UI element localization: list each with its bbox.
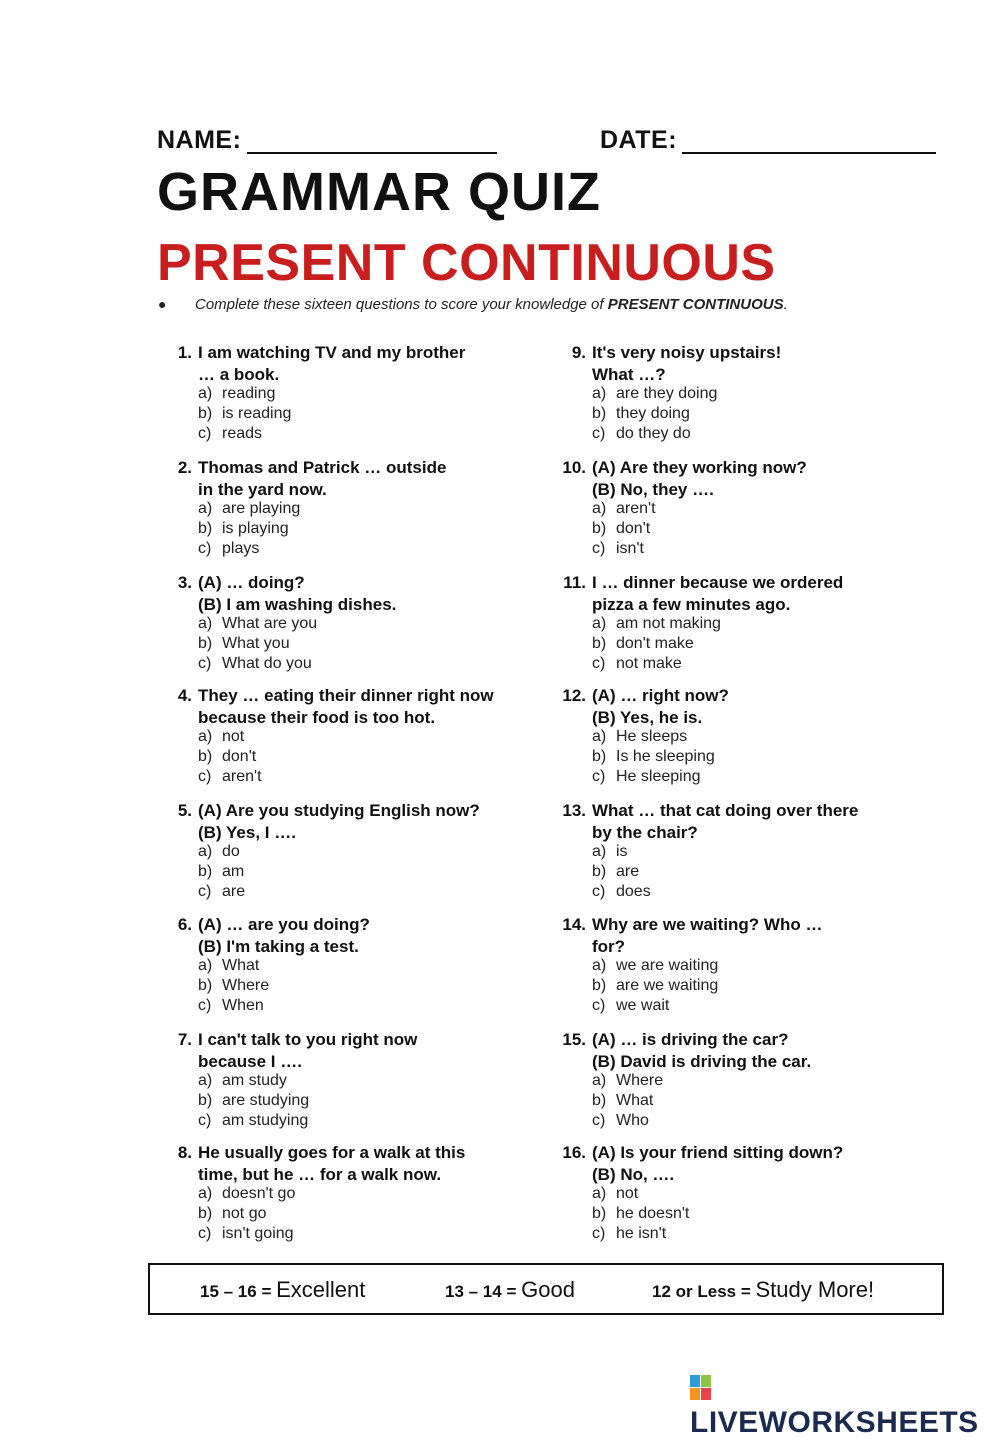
answer-option[interactable] [198,654,317,674]
logo-text: LIVEWORKSHEETS [690,1406,979,1439]
option-text: Where [616,1072,664,1089]
option-text: reading [222,385,276,402]
option-key: a) [198,500,213,517]
option-text: He sleeps [616,728,688,745]
answer-option[interactable] [198,862,245,882]
option-text: What you [222,635,290,652]
option-key: a) [592,728,607,745]
option-key: a) [592,957,607,974]
answer-option[interactable] [198,1091,309,1111]
option-text: aren't [616,500,656,517]
option-text: are they doing [616,385,718,402]
option-key: c) [198,883,212,900]
question-text: He usually goes for a walk at this time, but he … for a walk now. [198,1143,466,1184]
instructions-end: . [783,296,788,313]
option-text: When [222,997,264,1014]
option-text: doesn't go [222,1185,296,1202]
answer-option[interactable] [198,882,245,902]
option-text: Is he sleeping [616,748,715,765]
option-key: b) [592,1092,607,1109]
score-good [445,1277,575,1303]
answer-option[interactable] [592,1071,663,1091]
option-key: b) [592,977,607,994]
liveworksheets-logo[interactable] [690,1372,1000,1440]
question-number: 6. [177,915,192,934]
answer-option[interactable] [592,727,715,747]
question-number: 11. [563,573,586,592]
answer-option[interactable] [592,767,715,787]
option-text: am [222,863,245,880]
answer-option[interactable] [592,1184,689,1204]
answer-option[interactable] [198,1224,295,1244]
answer-option[interactable] [198,404,291,424]
answer-options [198,614,317,674]
option-text: am not making [616,615,721,632]
option-key: c) [198,768,212,785]
answer-option[interactable] [198,519,300,539]
option-key: b) [592,748,607,765]
bullet-icon: ● [158,296,167,312]
logo-icon [690,1375,712,1401]
answer-option[interactable] [592,976,718,996]
answer-option[interactable] [198,424,291,444]
question-text: Why are we waiting? Who … for? [592,915,823,956]
answer-option[interactable] [592,519,656,539]
date-label: DATE: [600,126,678,154]
option-key: b) [592,1205,607,1222]
option-text: reads [222,425,263,442]
option-key: c) [592,1112,606,1129]
page-subtitle: PRESENT CONTINUOUS [157,234,776,292]
option-key: c) [198,997,212,1014]
name-label: NAME: [157,126,242,154]
option-text: plays [222,540,260,557]
question-number: 12. [562,686,586,705]
option-key: b) [592,863,607,880]
answer-option[interactable] [592,499,656,519]
option-text: don't [616,520,651,537]
option-text: don't make [616,635,694,652]
answer-option[interactable] [198,384,291,404]
answer-option[interactable] [592,634,721,654]
answer-option[interactable] [198,1071,309,1091]
option-text: are [616,863,640,880]
answer-options [592,384,717,444]
option-text: aren't [222,768,262,785]
answer-options [198,499,300,559]
question-number: 16. [562,1143,586,1162]
answer-option[interactable] [592,1111,663,1131]
score-label: Good [521,1277,575,1302]
option-key: c) [592,655,606,672]
option-key: a) [198,615,213,632]
question-number: 4. [177,686,192,705]
answer-option[interactable] [592,842,651,862]
option-key: b) [198,1092,213,1109]
score-range: 15 – 16 = [200,1282,272,1301]
option-key: a) [198,1185,213,1202]
option-key: a) [592,1185,607,1202]
answer-option[interactable] [198,499,300,519]
answer-option[interactable] [592,614,721,634]
option-key: b) [198,977,213,994]
answer-option[interactable] [592,384,717,404]
instructions-text: Complete these sixteen questions to score your knowledge of [195,296,608,313]
answer-options [592,614,721,674]
answer-option[interactable] [592,424,717,444]
question-number: 5. [177,801,192,820]
question-number: 1. [177,343,192,362]
question-text: I … dinner because we ordered pizza a few minutes ago. [592,573,844,614]
header-row [157,122,947,158]
answer-option[interactable] [592,654,721,674]
option-key: c) [592,540,606,557]
answer-options [592,1071,663,1131]
option-key: b) [198,1205,213,1222]
answer-options [592,499,656,559]
option-key: b) [592,405,607,422]
answer-option[interactable] [198,539,300,559]
option-key: c) [592,997,606,1014]
option-key: a) [198,385,213,402]
option-key: a) [198,957,213,974]
option-text: isn't going [222,1225,294,1242]
option-text: are [222,883,246,900]
option-text: do [222,843,240,860]
question-number: 9. [571,343,586,362]
answer-option[interactable] [198,767,262,787]
answer-options [592,727,715,787]
option-key: b) [198,635,213,652]
score-range: 12 or Less = [652,1282,751,1301]
option-text: we wait [616,997,670,1014]
question-text: It's very noisy upstairs! What …? [592,343,782,384]
answer-option[interactable] [198,996,269,1016]
question-text: (A) Are they working now? (B) No, they …. [592,458,807,499]
question-text: (A) … are you doing? (B) I'm taking a test. [198,915,370,956]
question-number: 10. [562,458,586,477]
option-text: What [616,1092,654,1109]
answer-option[interactable] [592,404,717,424]
option-text: does [616,883,651,900]
answer-option[interactable] [198,634,317,654]
answer-option[interactable] [198,1111,309,1131]
option-key: c) [198,540,212,557]
option-key: a) [592,385,607,402]
instructions [158,296,958,313]
option-text: do they do [616,425,691,442]
answer-option[interactable] [198,956,269,976]
option-text: is playing [222,520,289,537]
answer-option[interactable] [592,747,715,767]
option-key: a) [592,615,607,632]
answer-options [198,727,262,787]
option-key: c) [592,883,606,900]
option-key: a) [592,500,607,517]
option-text: are we waiting [616,977,719,994]
option-text: He sleeping [616,768,701,785]
answer-option[interactable] [592,956,718,976]
question-text: What … that cat doing over there by the chair? [592,801,859,842]
answer-option[interactable] [592,862,651,882]
question-text: (A) … doing? (B) I am washing dishes. [198,573,397,614]
answer-option[interactable] [198,1184,295,1204]
option-text: not make [616,655,682,672]
score-label: Excellent [276,1277,366,1302]
instructions-topic: PRESENT CONTINUOUS [607,296,784,313]
question-number: 15. [562,1030,586,1049]
option-text: don't [222,748,257,765]
answer-option[interactable] [198,976,269,996]
question-text: (A) Are you studying English now? (B) Yes, I …. [198,801,480,842]
scoring-box [148,1263,944,1315]
option-key: a) [592,1072,607,1089]
score-excellent [200,1277,365,1303]
question-text: Thomas and Patrick … outside in the yard now. [198,458,447,499]
answer-option[interactable] [592,1224,689,1244]
date-field[interactable] [682,152,936,154]
option-key: c) [198,1112,212,1129]
answer-options [198,384,291,444]
answer-options [198,1184,295,1244]
question-text: (A) Is your friend sitting down? (B) No, …. [592,1143,844,1184]
name-field[interactable] [247,152,497,154]
question-number: 7. [177,1030,192,1049]
answer-options [198,842,245,902]
option-key: b) [198,863,213,880]
option-text: am study [222,1072,287,1089]
answer-options [198,956,269,1016]
question-text: They … eating their dinner right now because their food is too hot. [198,686,494,727]
answer-option[interactable] [592,1091,663,1111]
question-number: 13. [562,801,586,820]
score-label: Study More! [755,1277,875,1302]
question-text: (A) … right now? (B) Yes, he is. [592,686,729,727]
option-key: a) [198,843,213,860]
option-text: isn't [616,540,644,557]
answer-option[interactable] [198,1204,295,1224]
answer-options [592,842,651,902]
answer-option[interactable] [592,1204,689,1224]
answer-option[interactable] [198,747,262,767]
option-text: am studying [222,1112,309,1129]
answer-option[interactable] [592,882,651,902]
option-text: he isn't [616,1225,667,1242]
option-key: c) [592,425,606,442]
option-key: b) [198,520,213,537]
option-text: What do you [222,655,312,672]
option-key: a) [592,843,607,860]
option-text: What are you [222,615,318,632]
option-key: a) [198,728,213,745]
option-key: c) [198,1225,212,1242]
option-key: b) [198,748,213,765]
answer-options [198,1071,309,1131]
answer-option[interactable] [198,842,245,862]
option-text: What [222,957,260,974]
page-title: GRAMMAR QUIZ [157,162,601,222]
option-text: Where [222,977,270,994]
option-text: are playing [222,500,301,517]
answer-option[interactable] [592,539,656,559]
score-study-more [652,1277,874,1303]
option-key: b) [198,405,213,422]
question-number: 2. [177,458,192,477]
answer-option[interactable] [198,614,317,634]
option-key: c) [592,768,606,785]
option-key: b) [592,520,607,537]
answer-option[interactable] [198,727,262,747]
option-text: is reading [222,405,292,422]
question-number: 8. [177,1143,192,1162]
question-text: I am watching TV and my brother … a book. [198,343,466,384]
answer-options [592,956,718,1016]
option-key: c) [198,655,212,672]
option-key: b) [592,635,607,652]
question-number: 14. [562,915,586,934]
option-key: a) [198,1072,213,1089]
option-text: they doing [616,405,690,422]
question-text: (A) … is driving the car? (B) David is driving the car. [592,1030,812,1071]
option-text: not [616,1185,639,1202]
option-text: we are waiting [616,957,719,974]
score-range: 13 – 14 = [445,1282,517,1301]
answer-option[interactable] [592,996,718,1016]
option-text: Who [616,1112,649,1129]
option-text: are studying [222,1092,310,1109]
option-text: is [616,843,628,860]
question-text: I can't talk to you right now because I …. [198,1030,418,1071]
option-text: not [222,728,245,745]
option-key: c) [592,1225,606,1242]
answer-options [592,1184,689,1244]
option-text: he doesn't [616,1205,690,1222]
option-key: c) [198,425,212,442]
option-text: not go [222,1205,267,1222]
question-number: 3. [177,573,192,592]
